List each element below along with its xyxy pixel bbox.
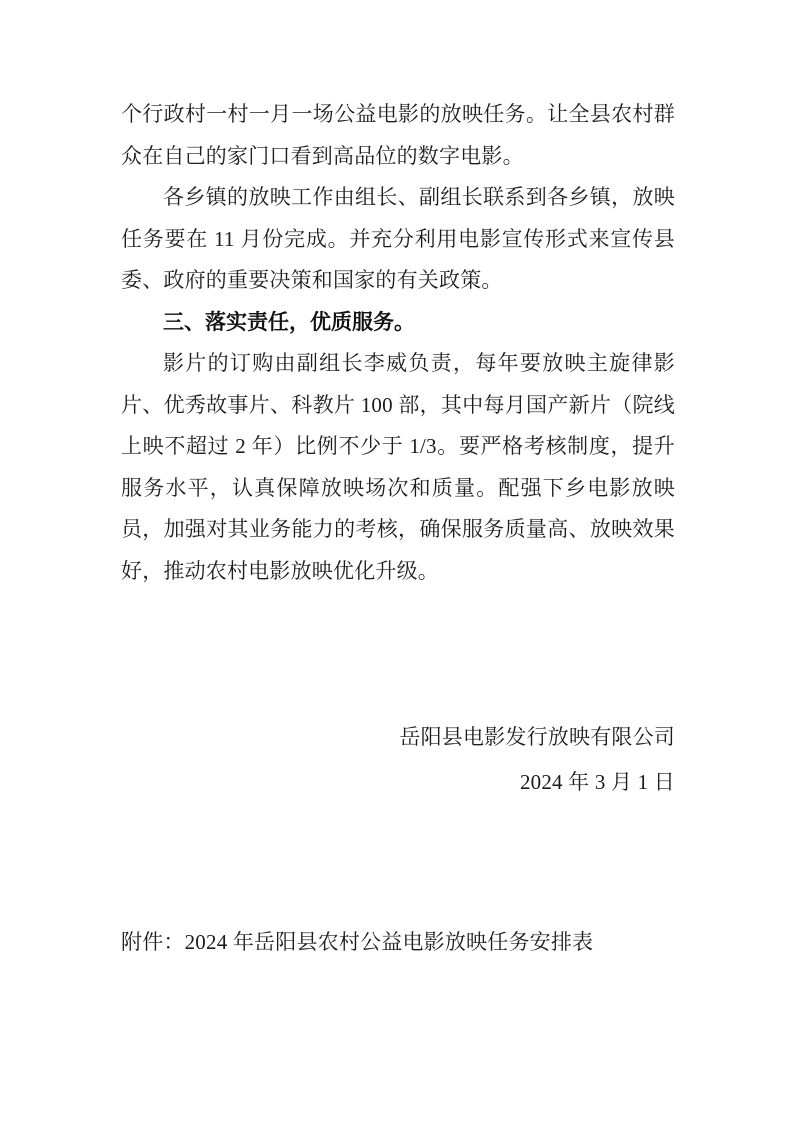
signature-organization: 岳阳县电影发行放映有限公司 (399, 725, 675, 749)
signature-block (121, 715, 675, 805)
section-heading-three: 三、落实责任，优质服务。 (163, 310, 415, 334)
paragraph-film-ordering: 影片的订购由副组长李威负责，每年要放映主旋律影片、优秀故事片、科教片 100 部，其中每月国产新片（院线上映不超过 2 年）比例不少于 1/3。要严格考核制度，提升服务水平，认真保障放映场次和质量。配强下乡电影放映员，加强对其业务能力的考核，确保服务质量高、放映效果好，推动农村电影放映优化升级。 (121, 351, 675, 583)
paragraph-township-screening: 各乡镇的放映工作由组长、副组长联系到各乡镇，放映任务要在 11 月份完成。并充分利用电影宣传形式来宣传县委、政府的重要决策和国家的有关政策。 (121, 185, 675, 292)
paragraph-continuation: 个行政村一村一月一场公益电影的放映任务。让全县农村群众在自己的家门口看到高品位的数字电影。 (121, 102, 675, 168)
attachment-note: 附件：2024 年岳阳县农村公益电影放映任务安排表 (121, 930, 594, 954)
signature-date: 2024 年 3 月 1 日 (519, 770, 675, 794)
document-body (121, 94, 675, 963)
